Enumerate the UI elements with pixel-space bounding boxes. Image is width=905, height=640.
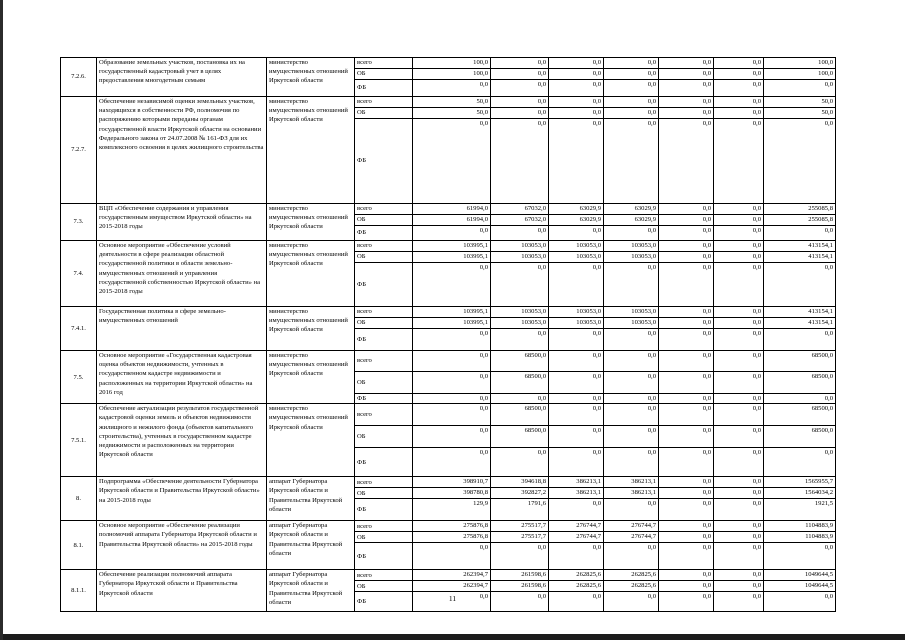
- responsible-executor: министерство имущественных отношений Иркутской области: [267, 241, 355, 307]
- amount-cell: 103053,0: [491, 318, 549, 329]
- amount-cell: 0,0: [659, 329, 714, 351]
- amount-cell: 68500,0: [491, 426, 549, 448]
- amount-cell: 0,0: [413, 426, 491, 448]
- amount-cell: 0,0: [714, 404, 764, 426]
- amount-cell: 0,0: [714, 543, 764, 570]
- funding-source: ФБ: [355, 394, 413, 404]
- amount-cell: 0,0: [714, 226, 764, 241]
- amount-cell: 0,0: [413, 592, 491, 612]
- amount-cell: 0,0: [714, 426, 764, 448]
- amount-cell: 0,0: [659, 215, 714, 226]
- amount-cell: 1049644,5: [764, 570, 836, 581]
- amount-cell: 103995,1: [413, 252, 491, 263]
- amount-cell: 398780,8: [413, 488, 491, 499]
- funding-source: ФБ: [355, 329, 413, 351]
- amount-cell: 0,0: [764, 543, 836, 570]
- amount-cell: 0,0: [714, 477, 764, 488]
- responsible-executor: министерство имущественных отношений Иркутской области: [267, 58, 355, 97]
- amount-cell: 0,0: [491, 543, 549, 570]
- responsible-executor: министерство имущественных отношений Иркутской области: [267, 204, 355, 241]
- amount-cell: 262394,7: [413, 570, 491, 581]
- amount-cell: 0,0: [659, 97, 714, 108]
- row-number: 7.4.: [61, 241, 97, 307]
- amount-cell: 0,0: [659, 108, 714, 119]
- amount-cell: 63029,9: [604, 204, 659, 215]
- amount-cell: 67032,0: [491, 215, 549, 226]
- table-body: [61, 58, 836, 612]
- amount-cell: 0,0: [659, 404, 714, 426]
- funding-source: всего: [355, 404, 413, 426]
- amount-cell: 0,0: [714, 307, 764, 318]
- funding-source: всего: [355, 521, 413, 532]
- amount-cell: 103053,0: [604, 252, 659, 263]
- amount-cell: 0,0: [549, 499, 604, 521]
- funding-source: ОБ: [355, 69, 413, 80]
- amount-cell: 0,0: [764, 119, 836, 204]
- table-row: [61, 97, 836, 108]
- amount-cell: 103053,0: [604, 241, 659, 252]
- amount-cell: 63029,9: [549, 215, 604, 226]
- amount-cell: 0,0: [659, 204, 714, 215]
- amount-cell: 0,0: [659, 477, 714, 488]
- amount-cell: 0,0: [659, 307, 714, 318]
- table-row: [61, 241, 836, 252]
- amount-cell: 0,0: [714, 394, 764, 404]
- amount-cell: 0,0: [604, 351, 659, 372]
- amount-cell: 275517,7: [491, 521, 549, 532]
- amount-cell: 261598,6: [491, 570, 549, 581]
- amount-cell: 262394,7: [413, 581, 491, 592]
- amount-cell: 0,0: [714, 448, 764, 477]
- amount-cell: 386213,1: [604, 488, 659, 499]
- amount-cell: 0,0: [549, 426, 604, 448]
- amount-cell: 68500,0: [491, 351, 549, 372]
- table-row: [61, 204, 836, 215]
- amount-cell: 0,0: [714, 329, 764, 351]
- amount-cell: 1049644,5: [764, 581, 836, 592]
- amount-cell: 276744,7: [604, 521, 659, 532]
- amount-cell: 0,0: [604, 80, 659, 97]
- amount-cell: 0,0: [413, 226, 491, 241]
- amount-cell: 1565955,7: [764, 477, 836, 488]
- amount-cell: 0,0: [413, 329, 491, 351]
- amount-cell: 386213,1: [549, 477, 604, 488]
- amount-cell: 262825,6: [604, 581, 659, 592]
- amount-cell: 0,0: [604, 108, 659, 119]
- funding-source: ОБ: [355, 108, 413, 119]
- amount-cell: 0,0: [491, 592, 549, 612]
- row-number: 7.2.6.: [61, 58, 97, 97]
- amount-cell: 0,0: [714, 119, 764, 204]
- funding-source: ФБ: [355, 543, 413, 570]
- amount-cell: 0,0: [549, 263, 604, 307]
- amount-cell: 0,0: [764, 80, 836, 97]
- amount-cell: 68500,0: [764, 372, 836, 394]
- amount-cell: 0,0: [764, 394, 836, 404]
- measure-name: Основное мероприятие «Обеспечение условий деятельности в сфере реализации областной государственной политики в области земельно-имущественных отношений и управления государственной собственностью Иркутской области» на 2015-2018 годы: [97, 241, 267, 307]
- row-number: 7.3.: [61, 204, 97, 241]
- amount-cell: 0,0: [764, 592, 836, 612]
- amount-cell: 103053,0: [491, 307, 549, 318]
- funding-source: всего: [355, 351, 413, 372]
- amount-cell: 0,0: [714, 97, 764, 108]
- amount-cell: 0,0: [659, 581, 714, 592]
- amount-cell: 0,0: [764, 329, 836, 351]
- amount-cell: 0,0: [491, 394, 549, 404]
- table-row: [61, 521, 836, 532]
- amount-cell: 0,0: [549, 404, 604, 426]
- amount-cell: 103053,0: [549, 307, 604, 318]
- amount-cell: 0,0: [714, 532, 764, 543]
- amount-cell: 276744,7: [549, 521, 604, 532]
- funding-source: всего: [355, 477, 413, 488]
- amount-cell: 0,0: [549, 58, 604, 69]
- responsible-executor: аппарат Губернатора Иркутской области и Правительства Иркутской области: [267, 521, 355, 570]
- amount-cell: 0,0: [659, 570, 714, 581]
- amount-cell: 0,0: [714, 318, 764, 329]
- table-row: [61, 307, 836, 318]
- amount-cell: 0,0: [549, 97, 604, 108]
- amount-cell: 0,0: [659, 394, 714, 404]
- amount-cell: 0,0: [714, 215, 764, 226]
- table-row: [61, 404, 836, 426]
- amount-cell: 0,0: [714, 521, 764, 532]
- amount-cell: 63029,9: [604, 215, 659, 226]
- table-row: [61, 351, 836, 372]
- amount-cell: 275876,8: [413, 532, 491, 543]
- row-number: 7.4.1.: [61, 307, 97, 351]
- amount-cell: 0,0: [549, 543, 604, 570]
- funding-source: всего: [355, 97, 413, 108]
- amount-cell: 0,0: [659, 58, 714, 69]
- amount-cell: 394618,8: [491, 477, 549, 488]
- amount-cell: 0,0: [659, 69, 714, 80]
- amount-cell: 0,0: [491, 226, 549, 241]
- measure-name: Основное мероприятие «Обеспечение реализации полномочий аппарата Губернатора Иркутской области и Правительства Иркутской области» на 2015-2018 годы: [97, 521, 267, 570]
- amount-cell: 0,0: [491, 97, 549, 108]
- amount-cell: 386213,1: [604, 477, 659, 488]
- amount-cell: 0,0: [491, 108, 549, 119]
- responsible-executor: министерство имущественных отношений Иркутской области: [267, 404, 355, 477]
- amount-cell: 261598,6: [491, 581, 549, 592]
- amount-cell: 0,0: [659, 426, 714, 448]
- amount-cell: 262825,6: [549, 570, 604, 581]
- amount-cell: 0,0: [659, 119, 714, 204]
- amount-cell: 0,0: [604, 404, 659, 426]
- row-number: 8.1.1.: [61, 570, 97, 612]
- amount-cell: 0,0: [604, 119, 659, 204]
- amount-cell: 255085,8: [764, 204, 836, 215]
- amount-cell: 0,0: [714, 80, 764, 97]
- amount-cell: 129,9: [413, 499, 491, 521]
- amount-cell: 50,0: [413, 97, 491, 108]
- amount-cell: 67032,0: [491, 204, 549, 215]
- table-row: [61, 477, 836, 488]
- funding-source: ОБ: [355, 532, 413, 543]
- funding-source: ФБ: [355, 80, 413, 97]
- amount-cell: 1921,5: [764, 499, 836, 521]
- amount-cell: 103053,0: [604, 318, 659, 329]
- amount-cell: 0,0: [413, 404, 491, 426]
- amount-cell: 0,0: [413, 263, 491, 307]
- amount-cell: 50,0: [764, 97, 836, 108]
- measure-name: Обеспечение независимой оценки земельных участков, находящихся в собственности РФ, полномочия по распоряжению которыми переданы органам государственной власти Иркутской области на основании Федерального закона от 24.07.2008 № 161-ФЗ для их комплексного освоения в целях жилищного строительства: [97, 97, 267, 204]
- amount-cell: 61994,0: [413, 215, 491, 226]
- amount-cell: 0,0: [714, 570, 764, 581]
- amount-cell: 0,0: [764, 448, 836, 477]
- amount-cell: 0,0: [491, 69, 549, 80]
- budget-table: [60, 57, 836, 612]
- amount-cell: 0,0: [764, 226, 836, 241]
- amount-cell: 413154,1: [764, 252, 836, 263]
- amount-cell: 0,0: [549, 119, 604, 204]
- amount-cell: 0,0: [714, 592, 764, 612]
- amount-cell: 103995,1: [413, 307, 491, 318]
- funding-source: ОБ: [355, 426, 413, 448]
- amount-cell: 103053,0: [549, 318, 604, 329]
- amount-cell: 0,0: [714, 581, 764, 592]
- amount-cell: 103053,0: [549, 241, 604, 252]
- amount-cell: 0,0: [659, 351, 714, 372]
- amount-cell: 100,0: [764, 69, 836, 80]
- amount-cell: 61994,0: [413, 204, 491, 215]
- amount-cell: 413154,1: [764, 241, 836, 252]
- amount-cell: 276744,7: [604, 532, 659, 543]
- amount-cell: 0,0: [659, 488, 714, 499]
- amount-cell: 0,0: [659, 372, 714, 394]
- amount-cell: 0,0: [604, 97, 659, 108]
- amount-cell: 0,0: [659, 532, 714, 543]
- amount-cell: 413154,1: [764, 307, 836, 318]
- amount-cell: 63029,9: [549, 204, 604, 215]
- amount-cell: 275517,7: [491, 532, 549, 543]
- row-number: 8.1.: [61, 521, 97, 570]
- amount-cell: 0,0: [549, 329, 604, 351]
- funding-source: ОБ: [355, 488, 413, 499]
- funding-source: всего: [355, 570, 413, 581]
- funding-source: ОБ: [355, 252, 413, 263]
- table-row: [61, 58, 836, 69]
- amount-cell: 0,0: [491, 58, 549, 69]
- amount-cell: 0,0: [549, 108, 604, 119]
- row-number: 8.: [61, 477, 97, 521]
- amount-cell: 68500,0: [491, 404, 549, 426]
- amount-cell: 0,0: [659, 80, 714, 97]
- amount-cell: 275876,8: [413, 521, 491, 532]
- amount-cell: 68500,0: [764, 426, 836, 448]
- row-number: 7.5.: [61, 351, 97, 404]
- amount-cell: 0,0: [491, 119, 549, 204]
- amount-cell: 0,0: [714, 351, 764, 372]
- amount-cell: 103995,1: [413, 318, 491, 329]
- amount-cell: 386213,1: [549, 488, 604, 499]
- amount-cell: 0,0: [714, 372, 764, 394]
- amount-cell: 1104883,9: [764, 521, 836, 532]
- funding-source: всего: [355, 58, 413, 69]
- amount-cell: 0,0: [604, 499, 659, 521]
- amount-cell: 0,0: [604, 394, 659, 404]
- amount-cell: 103053,0: [491, 241, 549, 252]
- measure-name: ВЦП «Обеспечение содержания и управления государственным имуществом Иркутской области» на 2015-2018 годы: [97, 204, 267, 241]
- amount-cell: 0,0: [604, 592, 659, 612]
- amount-cell: 0,0: [604, 226, 659, 241]
- amount-cell: 0,0: [549, 351, 604, 372]
- measure-name: Подпрограмма «Обеспечение деятельности Губернатора Иркутской области и Правительства Иркутской области» на 2015-2018 годы: [97, 477, 267, 521]
- amount-cell: 0,0: [549, 448, 604, 477]
- amount-cell: 0,0: [659, 521, 714, 532]
- table-row: [61, 570, 836, 581]
- amount-cell: 392827,2: [491, 488, 549, 499]
- funding-source: всего: [355, 241, 413, 252]
- amount-cell: 0,0: [659, 592, 714, 612]
- amount-cell: 100,0: [413, 69, 491, 80]
- amount-cell: 0,0: [714, 241, 764, 252]
- amount-cell: 0,0: [549, 372, 604, 394]
- amount-cell: 68500,0: [491, 372, 549, 394]
- amount-cell: 0,0: [659, 318, 714, 329]
- amount-cell: 0,0: [549, 394, 604, 404]
- amount-cell: 0,0: [714, 58, 764, 69]
- amount-cell: 398910,7: [413, 477, 491, 488]
- funding-source: всего: [355, 204, 413, 215]
- amount-cell: 0,0: [413, 543, 491, 570]
- amount-cell: 0,0: [604, 329, 659, 351]
- funding-source: ОБ: [355, 318, 413, 329]
- amount-cell: 100,0: [413, 58, 491, 69]
- amount-cell: 0,0: [413, 80, 491, 97]
- amount-cell: 0,0: [604, 448, 659, 477]
- row-number: 7.5.1.: [61, 404, 97, 477]
- amount-cell: 0,0: [549, 69, 604, 80]
- amount-cell: 0,0: [413, 448, 491, 477]
- funding-source: ФБ: [355, 119, 413, 204]
- amount-cell: 0,0: [659, 263, 714, 307]
- amount-cell: 0,0: [714, 499, 764, 521]
- funding-source: ФБ: [355, 448, 413, 477]
- measure-name: Государственная политика в сфере земельно-имущественных отношений: [97, 307, 267, 351]
- amount-cell: 103995,1: [413, 241, 491, 252]
- amount-cell: 276744,7: [549, 532, 604, 543]
- amount-cell: 0,0: [714, 204, 764, 215]
- funding-source: ФБ: [355, 226, 413, 241]
- amount-cell: 0,0: [413, 394, 491, 404]
- amount-cell: 0,0: [659, 252, 714, 263]
- funding-source: ОБ: [355, 215, 413, 226]
- amount-cell: 255085,8: [764, 215, 836, 226]
- funding-source: ФБ: [355, 592, 413, 612]
- amount-cell: 0,0: [764, 263, 836, 307]
- amount-cell: 0,0: [549, 592, 604, 612]
- measure-name: Основное мероприятие «Государственная кадастровая оценка объектов недвижимости, учтенных в государственном кадастре недвижимости и расположенных на территории Иркутской области» на 2016 год: [97, 351, 267, 404]
- amount-cell: 0,0: [604, 426, 659, 448]
- amount-cell: 0,0: [604, 263, 659, 307]
- amount-cell: 0,0: [714, 69, 764, 80]
- funding-source: ФБ: [355, 263, 413, 307]
- funding-source: ОБ: [355, 372, 413, 394]
- measure-name: Обеспечение актуализации результатов государственной кадастровой оценки земель и объектов недвижимости жилищного и нежилого фонда (объектов капитального строительства), учтенных в государственном кадастре недвижимости и расположенных на территории Иркутской области: [97, 404, 267, 477]
- amount-cell: 68500,0: [764, 404, 836, 426]
- responsible-executor: министерство имущественных отношений Иркутской области: [267, 97, 355, 204]
- amount-cell: 0,0: [659, 448, 714, 477]
- amount-cell: 1564034,2: [764, 488, 836, 499]
- amount-cell: 100,0: [764, 58, 836, 69]
- responsible-executor: аппарат Губернатора Иркутской области и Правительства Иркутской области: [267, 477, 355, 521]
- amount-cell: 0,0: [604, 58, 659, 69]
- amount-cell: 103053,0: [549, 252, 604, 263]
- amount-cell: 0,0: [714, 488, 764, 499]
- amount-cell: 50,0: [764, 108, 836, 119]
- measure-name: Образование земельных участков, постановка их на государственный кадастровый учет в целях предоставления многодетным семьям: [97, 58, 267, 97]
- responsible-executor: министерство имущественных отношений Иркутской области: [267, 351, 355, 404]
- amount-cell: 0,0: [604, 69, 659, 80]
- funding-source: ОБ: [355, 581, 413, 592]
- amount-cell: 0,0: [714, 263, 764, 307]
- funding-source: всего: [355, 307, 413, 318]
- amount-cell: 0,0: [491, 80, 549, 97]
- amount-cell: 0,0: [413, 372, 491, 394]
- responsible-executor: министерство имущественных отношений Иркутской области: [267, 307, 355, 351]
- amount-cell: 103053,0: [604, 307, 659, 318]
- page-number: 11: [448, 594, 457, 603]
- amount-cell: 0,0: [604, 372, 659, 394]
- amount-cell: 0,0: [491, 448, 549, 477]
- amount-cell: 262825,6: [604, 570, 659, 581]
- amount-cell: 0,0: [491, 263, 549, 307]
- amount-cell: 0,0: [604, 543, 659, 570]
- amount-cell: 50,0: [413, 108, 491, 119]
- row-number: 7.2.7.: [61, 97, 97, 204]
- amount-cell: 262825,6: [549, 581, 604, 592]
- amount-cell: 0,0: [549, 80, 604, 97]
- amount-cell: 103053,0: [491, 252, 549, 263]
- amount-cell: 0,0: [491, 329, 549, 351]
- amount-cell: 68500,0: [764, 351, 836, 372]
- amount-cell: 0,0: [714, 108, 764, 119]
- amount-cell: 0,0: [659, 226, 714, 241]
- amount-cell: 0,0: [659, 241, 714, 252]
- amount-cell: 1791,6: [491, 499, 549, 521]
- responsible-executor: аппарат Губернатора Иркутской области и Правительства Иркутской области: [267, 570, 355, 612]
- funding-source: ФБ: [355, 499, 413, 521]
- amount-cell: 0,0: [659, 543, 714, 570]
- measure-name: Обеспечение реализации полномочий аппарата Губернатора Иркутской области и Правительства Иркутской области: [97, 570, 267, 612]
- amount-cell: 1104883,9: [764, 532, 836, 543]
- amount-cell: 0,0: [549, 226, 604, 241]
- amount-cell: 0,0: [659, 499, 714, 521]
- amount-cell: 0,0: [413, 119, 491, 204]
- amount-cell: 0,0: [413, 351, 491, 372]
- amount-cell: 413154,1: [764, 318, 836, 329]
- amount-cell: 0,0: [714, 252, 764, 263]
